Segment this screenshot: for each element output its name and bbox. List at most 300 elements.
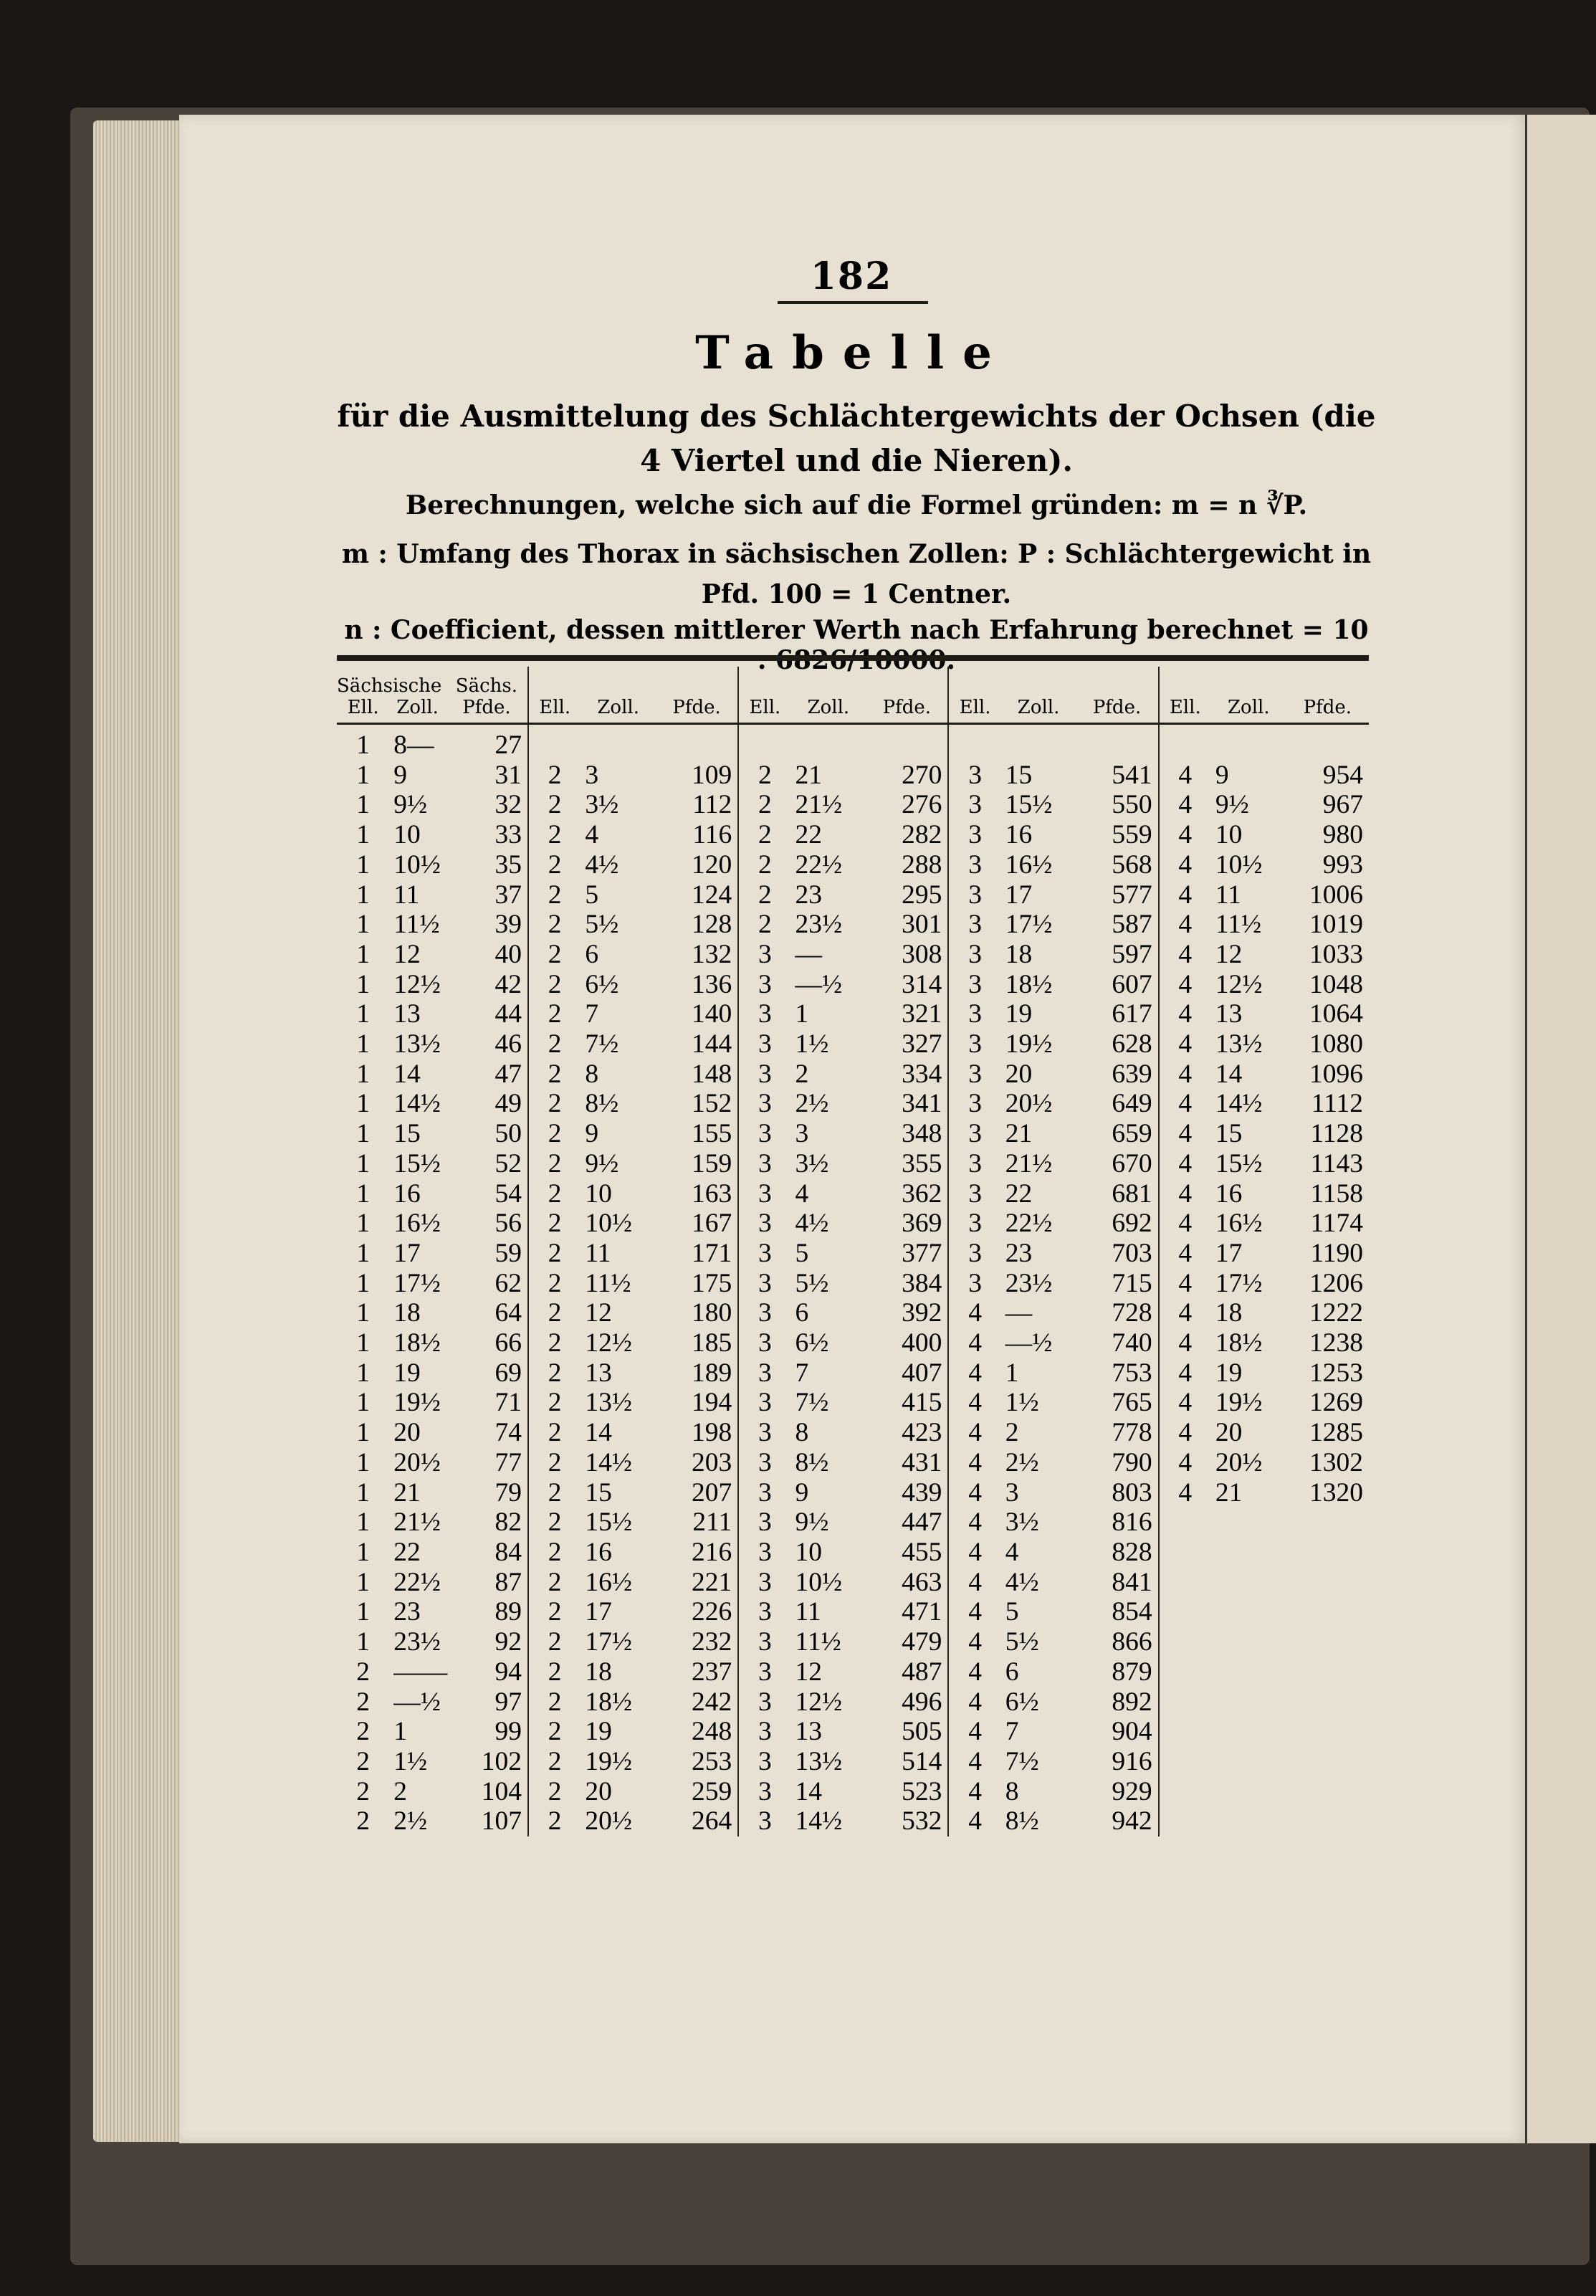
empty-cell — [1159, 1806, 1211, 1837]
table-row — [337, 1239, 1369, 1269]
cell-ell: 4 — [968, 1507, 982, 1538]
cell-ell: 2 — [758, 790, 772, 820]
cell-ell: 2 — [548, 939, 562, 969]
cell-ell: 3 — [968, 820, 982, 850]
cell-ell: 3 — [968, 1089, 982, 1119]
cell-pf: 180 — [656, 1298, 738, 1328]
cell-zoll: 12 — [1215, 939, 1243, 969]
cell-ell: 3 — [758, 939, 772, 969]
cell-pf: 1048 — [1309, 969, 1363, 999]
cell-ell: 4 — [1178, 1089, 1193, 1119]
cell-zoll: 22 — [1005, 1178, 1033, 1209]
cell-ell: 4 — [1178, 1178, 1193, 1209]
cell-pf: 892 — [1076, 1687, 1158, 1718]
cell-zoll: 23½ — [795, 910, 843, 940]
table-row — [337, 1538, 1369, 1568]
cell-zoll: 17½ — [1005, 910, 1053, 940]
cell-zoll: 3 — [795, 1119, 809, 1149]
cell-zoll: 21 — [1215, 1477, 1243, 1507]
cell-pf: 270 — [866, 761, 948, 791]
cell-zoll: 15½ — [1215, 1148, 1263, 1178]
empty-cell — [580, 724, 656, 761]
cell-pf: 104 — [446, 1777, 528, 1807]
empty-cell — [1211, 1747, 1286, 1777]
cell-zoll: 16 — [1005, 820, 1033, 850]
cell-pf: 152 — [656, 1089, 738, 1119]
cell-ell: 3 — [758, 1238, 772, 1268]
cell-ell: 3 — [758, 1178, 772, 1209]
cell-ell: 2 — [548, 1358, 562, 1388]
cell-ell: 1 — [356, 1089, 371, 1119]
empty-cell — [1159, 1657, 1211, 1687]
cell-pf: 341 — [866, 1089, 948, 1119]
cell-zoll: 16 — [1215, 1178, 1243, 1209]
cell-pf: 40 — [446, 940, 528, 970]
cell-pf: 198 — [656, 1418, 738, 1448]
cell-zoll: 3½ — [795, 1148, 829, 1178]
cell-pf: 1080 — [1309, 1029, 1363, 1059]
cell-ell: 3 — [758, 1089, 772, 1119]
cell-ell: 3 — [758, 1148, 772, 1178]
cell-ell: 2 — [548, 1119, 562, 1149]
cell-ell: 3 — [758, 1537, 772, 1567]
cell-ell: 2 — [548, 790, 562, 820]
cell-ell: 3 — [968, 1119, 982, 1149]
empty-cell — [1286, 1806, 1369, 1837]
cell-ell: 2 — [548, 1148, 562, 1178]
cell-pf: 967 — [1322, 790, 1363, 820]
cell-ell: 3 — [758, 1358, 772, 1388]
page-number: 182 — [810, 254, 893, 298]
cell-pf: 163 — [656, 1179, 738, 1209]
cell-pf: 681 — [1076, 1179, 1158, 1209]
cell-pf: 44 — [446, 999, 528, 1029]
cell-ell: 3 — [758, 1746, 772, 1776]
cell-ell: 1 — [356, 1418, 371, 1448]
cell-ell: 1 — [356, 1597, 371, 1627]
cell-ell: 2 — [548, 1268, 562, 1298]
cell-zoll: 16 — [585, 1537, 612, 1567]
cell-pf: 79 — [446, 1478, 528, 1508]
cell-pf: 33 — [446, 820, 528, 850]
empty-cell — [1159, 1597, 1211, 1627]
cell-zoll: 12 — [585, 1298, 612, 1328]
cell-ell: 1 — [356, 939, 371, 969]
cell-ell: 4 — [968, 1597, 982, 1627]
cell-zoll: 2½ — [795, 1089, 829, 1119]
cell-ell: 3 — [758, 1447, 772, 1477]
cell-pf: 942 — [1076, 1806, 1158, 1837]
cell-ell: 4 — [968, 1388, 982, 1418]
cell-pf: 259 — [656, 1777, 738, 1807]
empty-cell — [1159, 1538, 1211, 1568]
cell-ell: 1 — [356, 1148, 371, 1178]
empty-cell — [1286, 1538, 1369, 1568]
cell-pf: 879 — [1076, 1657, 1158, 1687]
cell-ell: 2 — [548, 1567, 562, 1597]
cell-zoll: 22½ — [1005, 1209, 1053, 1239]
cell-ell: 1 — [356, 849, 371, 880]
cell-zoll: 21½ — [795, 790, 843, 820]
header-zoll: Zoll. — [389, 667, 446, 724]
cell-ell: 4 — [1178, 1477, 1193, 1507]
cell-ell: 3 — [758, 999, 772, 1029]
cell-zoll: 7½ — [585, 1029, 619, 1059]
cell-ell: 4 — [1178, 1209, 1193, 1239]
table-row — [337, 1568, 1369, 1598]
cell-pf: 282 — [866, 820, 948, 850]
cell-ell: 4 — [1178, 1148, 1193, 1178]
cell-ell: 3 — [758, 1776, 772, 1806]
cell-zoll: 11 — [1215, 880, 1242, 910]
cell-pf: 1238 — [1309, 1328, 1363, 1358]
empty-cell — [1211, 1806, 1286, 1837]
cell-pf: 715 — [1076, 1269, 1158, 1299]
cell-pf: 954 — [1322, 760, 1363, 790]
cell-zoll: — — [1005, 1298, 1033, 1328]
cell-pf: 42 — [446, 970, 528, 1000]
cell-zoll: 13½ — [795, 1746, 843, 1776]
table-row — [337, 1806, 1369, 1837]
table-row — [337, 880, 1369, 910]
cell-ell: 3 — [968, 1209, 982, 1239]
cell-zoll: 20 — [393, 1418, 421, 1448]
cell-zoll: 6 — [795, 1298, 809, 1328]
cell-zoll: 19 — [585, 1717, 612, 1747]
cell-zoll: 4½ — [585, 849, 619, 880]
table-row — [337, 1418, 1369, 1448]
cell-ell: 1 — [356, 1238, 371, 1268]
cell-ell: 3 — [968, 969, 982, 999]
cell-ell: 2 — [548, 760, 562, 790]
cell-zoll: 23 — [393, 1597, 421, 1627]
cell-zoll: 15½ — [1005, 790, 1053, 820]
cell-zoll: 14 — [585, 1418, 612, 1448]
cell-ell: 4 — [1178, 910, 1193, 940]
cell-ell: 2 — [548, 1507, 562, 1538]
cell-pf: 194 — [656, 1388, 738, 1418]
cell-zoll: 7½ — [1005, 1746, 1039, 1776]
cell-pf: 1158 — [1310, 1178, 1363, 1209]
cell-pf: 112 — [656, 790, 738, 820]
cell-ell: 3 — [758, 1717, 772, 1747]
table-header-row — [337, 667, 1369, 724]
cell-pf: 355 — [866, 1149, 948, 1179]
cell-pf: 447 — [866, 1507, 948, 1538]
cell-pf: 62 — [446, 1269, 528, 1299]
cell-ell: 1 — [356, 1358, 371, 1388]
cell-zoll: 18½ — [1005, 969, 1053, 999]
cell-pf: 132 — [656, 940, 738, 970]
cell-ell: 4 — [968, 1687, 982, 1717]
empty-cell — [1211, 1657, 1286, 1687]
cell-zoll: 2½ — [1005, 1447, 1039, 1477]
cell-zoll: 8 — [585, 1059, 599, 1089]
cell-pf: 577 — [1076, 880, 1158, 910]
cell-pf: 1206 — [1309, 1268, 1363, 1298]
cell-zoll: 20 — [1215, 1418, 1243, 1448]
cell-ell: 3 — [758, 1268, 772, 1298]
cell-pf: 471 — [866, 1597, 948, 1627]
cell-zoll: 12 — [795, 1657, 823, 1687]
cell-zoll: 14½ — [393, 1089, 441, 1119]
table-row — [337, 970, 1369, 1000]
cell-zoll: 11 — [585, 1238, 611, 1268]
cell-pf: 211 — [656, 1507, 738, 1538]
cell-pf: 31 — [446, 761, 528, 791]
cell-zoll: 22 — [393, 1537, 421, 1567]
cell-pf: 71 — [446, 1388, 528, 1418]
cell-zoll: 14 — [795, 1776, 823, 1806]
cell-pf: 866 — [1076, 1627, 1158, 1657]
cell-ell: 4 — [968, 1447, 982, 1477]
cell-zoll: 10½ — [585, 1209, 632, 1239]
cell-ell: 1 — [356, 1507, 371, 1538]
cell-ell: 2 — [356, 1657, 371, 1687]
empty-cell — [1159, 1717, 1211, 1747]
cell-zoll: 4½ — [1005, 1567, 1039, 1597]
cell-pf: 128 — [656, 910, 738, 940]
cell-ell: 3 — [758, 1627, 772, 1657]
cell-zoll: 2 — [795, 1059, 809, 1089]
cell-pf: 155 — [656, 1119, 738, 1149]
cell-zoll: 9½ — [393, 790, 428, 820]
cell-zoll: 22 — [795, 820, 823, 850]
cell-pf: 1096 — [1309, 1059, 1363, 1089]
cell-ell: 3 — [758, 1029, 772, 1059]
table-row — [337, 790, 1369, 820]
cell-ell: 1 — [356, 1627, 371, 1657]
cell-pf: 803 — [1076, 1478, 1158, 1508]
cell-ell: 1 — [356, 1029, 371, 1059]
cell-ell: 3 — [758, 1806, 772, 1837]
table-row — [337, 820, 1369, 850]
cell-ell: 4 — [968, 1806, 982, 1837]
cell-zoll: 8½ — [1005, 1806, 1039, 1837]
cell-ell: 1 — [356, 969, 371, 999]
table-row — [337, 1089, 1369, 1119]
cell-ell: 2 — [356, 1806, 371, 1837]
cell-ell: 4 — [1178, 1238, 1193, 1268]
cell-pf: 327 — [866, 1029, 948, 1059]
cell-ell: 2 — [548, 1328, 562, 1358]
cell-pf: 649 — [1076, 1089, 1158, 1119]
cell-ell: 4 — [1178, 1268, 1193, 1298]
cell-ell: 2 — [548, 969, 562, 999]
cell-zoll: 16½ — [393, 1209, 441, 1239]
cell-zoll: 22½ — [795, 849, 843, 880]
empty-cell — [1286, 1627, 1369, 1657]
cell-ell: 4 — [1178, 1358, 1193, 1388]
cell-ell: 3 — [968, 1059, 982, 1089]
cell-pf: 39 — [446, 910, 528, 940]
cell-ell: 4 — [968, 1358, 982, 1388]
cell-pf: 523 — [866, 1777, 948, 1807]
cell-ell: 3 — [968, 849, 982, 880]
cell-pf: 49 — [446, 1089, 528, 1119]
cell-pf: 64 — [446, 1298, 528, 1328]
cell-pf: 1033 — [1309, 939, 1363, 969]
cell-ell: 1 — [356, 1567, 371, 1597]
cell-zoll: 2½ — [393, 1806, 428, 1837]
cell-pf: 32 — [446, 790, 528, 820]
cell-pf: 670 — [1076, 1149, 1158, 1179]
cell-ell: 2 — [548, 1388, 562, 1418]
cell-pf: 56 — [446, 1209, 528, 1239]
cell-zoll: 5 — [1005, 1597, 1019, 1627]
cell-ell: 3 — [758, 1059, 772, 1089]
table-title: Tabelle — [695, 326, 1010, 380]
cell-pf: 597 — [1076, 940, 1158, 970]
cell-zoll: 13 — [795, 1717, 823, 1747]
cell-ell: 4 — [968, 1328, 982, 1358]
cell-pf: 487 — [866, 1657, 948, 1687]
cell-zoll: 13½ — [585, 1388, 632, 1418]
cell-ell: 1 — [356, 999, 371, 1029]
table-row — [337, 999, 1369, 1029]
definition-line: m : Umfang des Thorax in sächsischen Zollen: P : Schlächtergewicht in Pfd. 100 = 1 Centner. — [341, 539, 1372, 609]
cell-zoll: 3½ — [1005, 1507, 1039, 1538]
cell-zoll: 13 — [585, 1358, 612, 1388]
cell-pf: 431 — [866, 1448, 948, 1478]
cell-pf: 514 — [866, 1747, 948, 1777]
cell-zoll: 16 — [393, 1178, 421, 1209]
cell-zoll: —— — [393, 1657, 448, 1687]
empty-cell — [1286, 1687, 1369, 1718]
cell-zoll: 15½ — [393, 1148, 441, 1178]
table-body — [337, 724, 1369, 1837]
cell-zoll: 17 — [585, 1597, 612, 1627]
table-row — [337, 1328, 1369, 1358]
header-zoll: Zoll. — [791, 667, 866, 724]
cell-zoll: 16½ — [1215, 1209, 1263, 1239]
cell-zoll: 6½ — [585, 969, 619, 999]
empty-cell — [1211, 1538, 1286, 1568]
cell-ell: 2 — [548, 1597, 562, 1627]
weight-table — [337, 667, 1369, 1837]
cell-zoll: 17 — [393, 1238, 421, 1268]
cell-pf: 295 — [866, 880, 948, 910]
cell-ell: 4 — [1178, 1059, 1193, 1089]
cell-pf: 107 — [446, 1806, 528, 1837]
cell-zoll: 11 — [393, 880, 420, 910]
cell-pf: 505 — [866, 1717, 948, 1747]
cell-zoll: 17½ — [393, 1268, 441, 1298]
cell-zoll: 8 — [1005, 1776, 1019, 1806]
cell-ell: 4 — [968, 1477, 982, 1507]
cell-ell: 3 — [968, 1268, 982, 1298]
cell-pf: 753 — [1076, 1358, 1158, 1388]
cell-ell: 4 — [968, 1776, 982, 1806]
cell-pf: 221 — [656, 1568, 738, 1598]
cell-pf: 790 — [1076, 1448, 1158, 1478]
cell-ell: 1 — [356, 910, 371, 940]
empty-cell — [791, 724, 866, 761]
formula-line: Berechnungen, welche sich auf die Formel gründen: m = n ∛P. — [405, 490, 1308, 520]
cell-ell: 2 — [548, 1746, 562, 1776]
cell-ell: 4 — [1178, 1298, 1193, 1328]
cell-ell: 1 — [356, 1209, 371, 1239]
cell-pf: 84 — [446, 1538, 528, 1568]
cell-ell: 2 — [548, 1059, 562, 1089]
empty-cell — [1211, 1568, 1286, 1598]
cell-ell: 3 — [758, 1477, 772, 1507]
cell-ell: 4 — [1178, 820, 1193, 850]
cell-pf: 321 — [866, 999, 948, 1029]
empty-cell — [1211, 724, 1286, 761]
table-row — [337, 1149, 1369, 1179]
cell-pf: 407 — [866, 1358, 948, 1388]
cell-pf: 97 — [446, 1687, 528, 1718]
cell-pf: 59 — [446, 1239, 528, 1269]
cell-ell: 3 — [968, 1178, 982, 1209]
header-rule — [337, 655, 1369, 661]
cell-ell: 3 — [968, 999, 982, 1029]
cell-pf: 559 — [1076, 820, 1158, 850]
cell-zoll: 18½ — [393, 1328, 441, 1358]
table-row — [337, 1448, 1369, 1478]
empty-cell — [1286, 1777, 1369, 1807]
cell-zoll: 10½ — [393, 849, 441, 880]
cell-pf: 993 — [1322, 849, 1363, 880]
header-pfde: Pfde. — [1286, 667, 1369, 724]
cell-pf: 541 — [1076, 761, 1158, 791]
cell-pf: 617 — [1076, 999, 1158, 1029]
cell-pf: 1285 — [1309, 1418, 1363, 1448]
cell-ell: 3 — [968, 1148, 982, 1178]
cell-zoll: 3 — [585, 760, 599, 790]
cell-zoll: 20½ — [393, 1447, 441, 1477]
table-row — [337, 1507, 1369, 1538]
cell-ell: 1 — [356, 1298, 371, 1328]
table-row — [337, 1478, 1369, 1508]
cell-ell: 1 — [356, 1388, 371, 1418]
empty-cell — [1211, 1687, 1286, 1718]
cell-ell: 4 — [1178, 849, 1193, 880]
cell-zoll: 6 — [585, 939, 599, 969]
cell-zoll: 11½ — [393, 910, 440, 940]
cell-ell: 4 — [1178, 1447, 1193, 1477]
cell-pf: 532 — [866, 1806, 948, 1837]
cell-pf: 740 — [1076, 1328, 1158, 1358]
cell-pf: 392 — [866, 1298, 948, 1328]
cell-zoll: 15 — [1215, 1119, 1243, 1149]
cell-zoll: 7 — [795, 1358, 809, 1388]
cell-zoll: 9 — [1215, 760, 1229, 790]
cell-pf: 1112 — [1311, 1089, 1363, 1119]
cell-pf: 904 — [1076, 1717, 1158, 1747]
cell-zoll: 13 — [1215, 999, 1243, 1029]
cell-pf: 639 — [1076, 1059, 1158, 1090]
page-number-rule — [778, 301, 928, 304]
cell-pf: 607 — [1076, 970, 1158, 1000]
cell-pf: 854 — [1076, 1597, 1158, 1627]
header-ell: Ell. — [738, 667, 790, 724]
cell-zoll: 1 — [795, 999, 809, 1029]
cell-pf: 148 — [656, 1059, 738, 1090]
cell-pf: 1128 — [1310, 1119, 1363, 1149]
cell-zoll: 9½ — [795, 1507, 829, 1538]
cell-zoll: 19 — [393, 1358, 421, 1388]
cell-zoll: 6½ — [1005, 1687, 1039, 1717]
cell-pf: 728 — [1076, 1298, 1158, 1328]
cell-zoll: 19½ — [393, 1388, 441, 1418]
table-row — [337, 1777, 1369, 1807]
header-ell: Ell. — [528, 667, 580, 724]
page-edges — [93, 120, 186, 2142]
cell-ell: 2 — [548, 1717, 562, 1747]
table-row — [337, 850, 1369, 880]
